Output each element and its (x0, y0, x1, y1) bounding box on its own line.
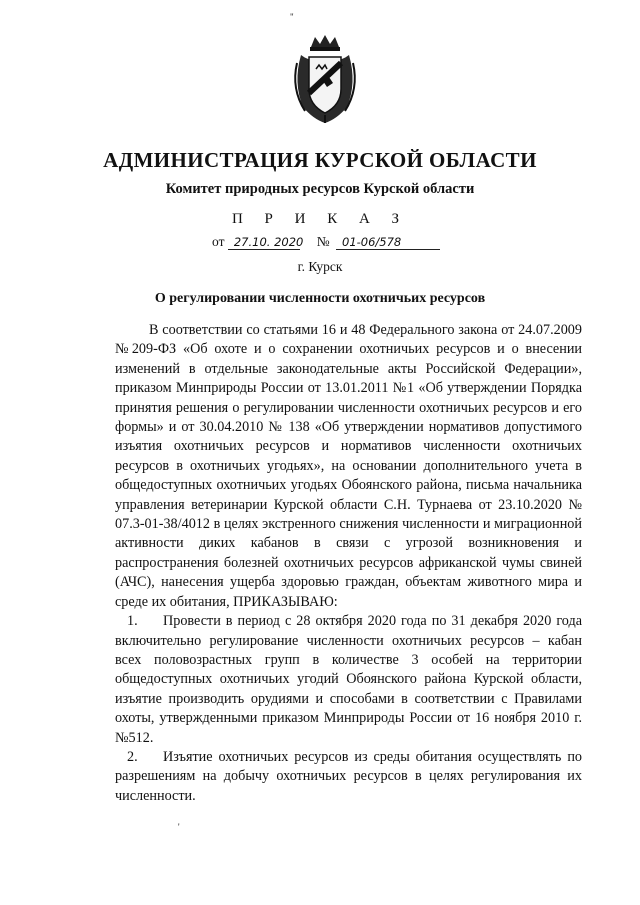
organization-subtitle: Комитет природных ресурсов Курской области (165, 181, 475, 197)
item-number: 1. (127, 613, 138, 630)
number-prefix: № (316, 234, 330, 249)
list-item (115, 748, 582, 806)
item-number: 2. (127, 748, 138, 765)
stray-mark: ' (178, 822, 180, 832)
date-prefix: от (212, 234, 225, 249)
item-text: Изъятие охотничьих ресурсов из среды обитания осуществлять по разрешениям на добычу охотничьих ресурсов в целях регулирования их численности. (115, 748, 582, 804)
handwritten-date: 27.10. 2020 (228, 235, 300, 250)
document-subject: О регулировании численности охотничьих ресурсов (154, 291, 486, 306)
date-number-line (212, 234, 440, 250)
document-type: П Р И К А З (231, 211, 409, 227)
city: г. Курск (297, 259, 343, 274)
coat-of-arms-icon (289, 33, 361, 125)
intro-paragraph (115, 321, 582, 612)
handwritten-number: 01-06/578 (336, 235, 440, 250)
document-body (115, 321, 582, 806)
item-text: Провести в период с 28 октября 2020 года по 31 декабря 2020 года включительно регулирование численности охотничьих ресурсов – кабан всех половозрастных групп в количестве 3 особей на территории общедоступных охотничьих угодий Обоянского района Курской области, изъятие производить орудиями и способами в соответствии с Правилами охоты, утвержденными приказом Минприроды России от 16 ноября 2010 г. №512. (115, 613, 582, 746)
list-item (115, 612, 582, 748)
organization-title: АДМИНИСТРАЦИЯ КУРСКОЙ ОБЛАСТИ (103, 148, 537, 172)
top-mark: " (290, 12, 294, 22)
intro-text: В соответствии со статьями 16 и 48 Федерального закона от 24.07.2009 №209-ФЗ «Об охоте и о сохранении охотничьих ресурсов и о внесении изменений в отдельные законодательные акты Российской Федерации», приказом Минприроды России от 13.01.2011 №1 «Об утверждении Порядка принятия решения о регулировании численности охотничьих ресурсов и его формы» и от 30.04.2010 № 138 «Об утверждении нормативов допустимого изъятия охотничьих ресурсов и нормативов численности охотничьих ресурсов в охотничьих угодьях», на основании дополнительного учета в общедоступных охотничьих угодьях Обоянского района, письма начальника управления ветеринарии Курской области С.Н. Турнаева от 23.10.2020 № 07.3-01-38/4012 в целях экстренного снижения численности и миграционной активности диких кабанов в связи с угрозой возникновения и распространения болезней охотничьих ресурсов африканской чумы свиней (АЧС), нанесения ущерба здоровью граждан, объектам животного мира и среде их обитания, ПРИКАЗЫВАЮ: (115, 322, 582, 610)
